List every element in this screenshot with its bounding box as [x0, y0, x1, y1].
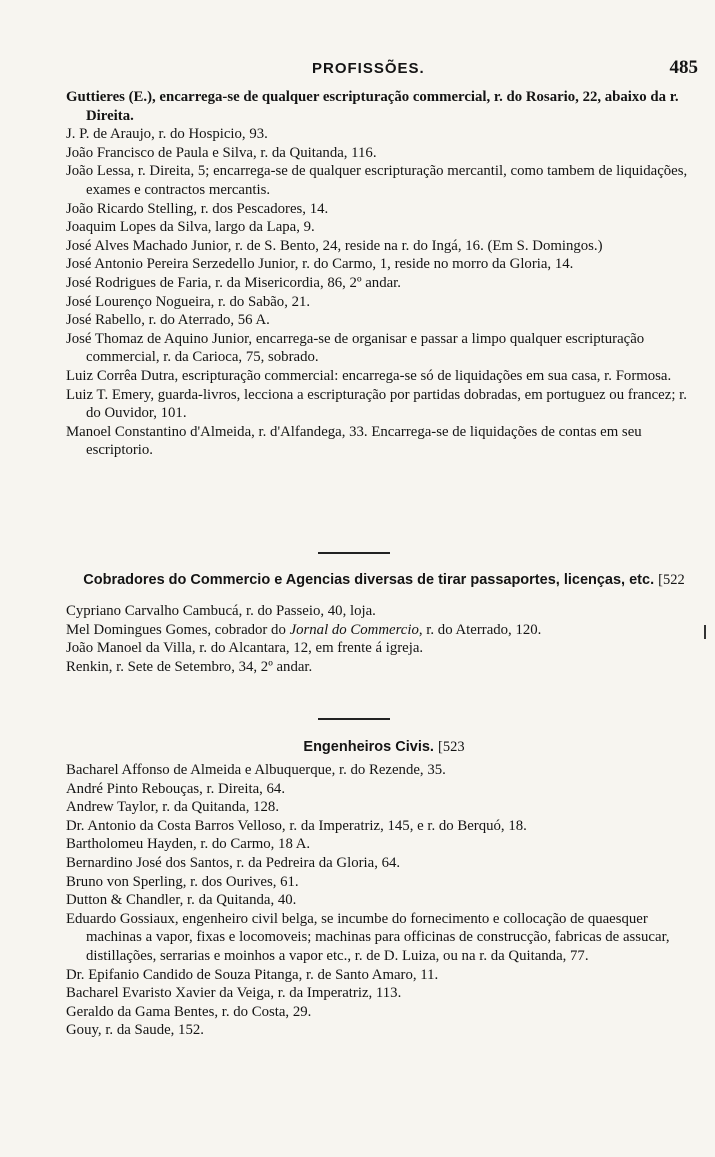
list-item: José Rabello, r. do Aterrado, 56 A. [66, 312, 270, 329]
list-item: Gouy, r. da Saude, 152. [66, 1022, 204, 1039]
list-item: J. P. de Araujo, r. do Hospicio, 93. [66, 126, 268, 143]
list-item: André Pinto Rebouças, r. Direita, 64. [66, 780, 286, 797]
list-item: José Rodrigues de Faria, r. da Misericordia, 86, 2º andar. [66, 274, 401, 291]
list-item: Bartholomeu Hayden, r. do Carmo, 18 A. [66, 836, 311, 853]
section-engineers [66, 738, 702, 1040]
list-item: João Lessa, r. Direita, 5; encarrega-se de qualquer escripturação mercantil, como tambem de liquidações, exames e contractos mercantis. [66, 163, 688, 198]
section-collectors [66, 571, 702, 676]
list-item: José Alves Machado Junior, r. de S. Bento, 24, reside na r. do Ingá, 16. (Em S. Domingos.) [66, 237, 603, 254]
list-item: Joaquim Lopes da Silva, largo da Lapa, 9. [66, 219, 315, 236]
list-item: João Manoel da Villa, r. do Alcantara, 12, em frente á igreja. [66, 640, 424, 657]
list-item: José Lourenço Nogueira, r. do Sabão, 21. [66, 293, 311, 310]
list-item: José Antonio Pereira Serzedello Junior, r. do Carmo, 1, reside no morro da Gloria, 14. [66, 256, 574, 273]
list-item: Bruno von Sperling, r. dos Ourives, 61. [66, 873, 299, 890]
list-item: Bernardino José dos Santos, r. da Pedreira da Gloria, 64. [66, 854, 401, 871]
list-item: Manoel Constantino d'Almeida, r. d'Alfandega, 33. Encarrega-se de liquidações de contas em seu escriptorio. [66, 423, 642, 459]
section-accountants [66, 88, 702, 460]
entry-suffix: , r. do Aterrado, 120. [418, 621, 542, 638]
list-item: Bacharel Affonso de Almeida e Albuquerque, r. do Rezende, 35. [66, 762, 446, 778]
list-item: Dr. Antonio da Costa Barros Velloso, r. da Imperatriz, 145, e r. do Berquó, 18. [66, 817, 527, 834]
section-heading-text: Cobradores do Commercio e Agencias diversas de tirar passaportes, licenças, etc. [83, 572, 655, 588]
list-item: Luiz Corrêa Dutra, escripturação commercial: encarrega-se só de liquidações em sua casa, r. Formosa. [66, 367, 672, 384]
list-item: Luiz T. Emery, guarda-livros, lecciona a escripturação por partidas dobradas, em portuguez ou francez; r. do Ouvidor, 101. [66, 386, 687, 422]
entry-list [66, 88, 702, 460]
section-reference: [523 [437, 739, 465, 755]
section-divider [318, 718, 390, 720]
entry-list [66, 761, 702, 1040]
page-number: 485 [669, 57, 698, 78]
list-item: Dr. Epifanio Candido de Souza Pitanga, r. de Santo Amaro, 11. [66, 966, 439, 983]
list-item: Eduardo Gossiaux, engenheiro civil belga, se incumbe do fornecimento e collocação de quaesquer machinas a vapor, fixas e locomoveis; machinas para officinas de construcção, fabricas de assucar, distillações, serrarias e moinhos a vapor etc., r. de D. Luiza, ou na r. da Quitanda, 77. [66, 910, 670, 964]
list-item [66, 621, 702, 640]
margin-mark [704, 625, 706, 639]
list-item: Cypriano Carvalho Cambucá, r. do Passeio, 40, loja. [66, 603, 376, 619]
list-item: Andrew Taylor, r. da Quitanda, 128. [66, 799, 280, 816]
list-item: Geraldo da Gama Bentes, r. do Costa, 29. [66, 1003, 312, 1020]
page-title: PROFISSÕES. [312, 60, 425, 77]
list-item: Guttieres (E.), encarrega-se de qualquer escripturação commercial, r. do Rosario, 22, abaixo da r. Direita. [66, 89, 679, 124]
entry-list [66, 602, 702, 676]
list-item: Dutton & Chandler, r. da Quitanda, 40. [66, 892, 297, 909]
list-item: João Ricardo Stelling, r. dos Pescadores, 14. [66, 200, 329, 217]
list-item: João Francisco de Paula e Silva, r. da Quitanda, 116. [66, 144, 377, 161]
section-reference: [522 [658, 572, 685, 588]
entry-prefix: Mel Domingues Gomes, cobrador do [66, 621, 290, 638]
section-heading [66, 738, 702, 757]
list-item: José Thomaz de Aquino Junior, encarrega-se de organisar e passar a limpo qualquer escripturação commercial, r. da Carioca, 75, sobrado. [66, 330, 645, 366]
journal-name: Jornal do Commercio [289, 621, 419, 638]
section-divider [318, 552, 390, 554]
section-heading [66, 571, 702, 590]
page-header [62, 57, 698, 84]
list-item: Bacharel Evaristo Xavier da Veiga, r. da Imperatriz, 113. [66, 985, 402, 1002]
list-item: Renkin, r. Sete de Setembro, 34, 2º andar. [66, 658, 313, 675]
section-heading-text: Engenheiros Civis. [303, 739, 434, 755]
